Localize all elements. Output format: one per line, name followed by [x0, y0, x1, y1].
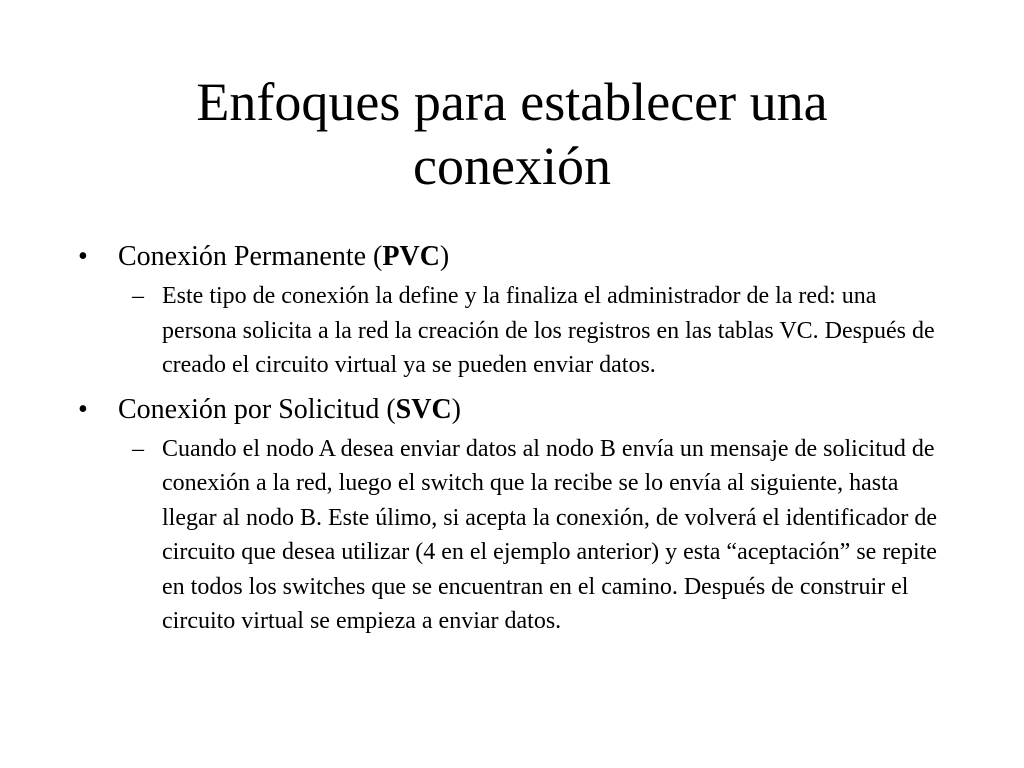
slide-title [0, 70, 1024, 198]
bullet-icon: • [78, 241, 88, 272]
bullet-item-pvc [78, 238, 948, 276]
dash-icon: – [132, 283, 144, 309]
bullet-icon: • [78, 393, 88, 425]
sub-item-text: Cuando el nodo A desea enviar datos al nodo B envía un mensaje de solicitud de conexión a la red, luego el switch que la recibe se lo envía al siguiente, hasta llegar al nodo B. Este úlimo, si acepta la conexión, de volverá el identificador de circuito que desea utilizar (4 en el ejemplo anterior) y esta “aceptación” se repite en todos los switches que se encuentran en el camino. Después de construir el circuito virtual se empieza a enviar datos. [162, 435, 938, 634]
slide-title-line-2: conexión [413, 136, 611, 196]
bullet-item-svc [78, 391, 948, 429]
sub-item-text: Este tipo de conexión la define y la finaliza el administrador de la red: una persona solicita a la red la creación de los registros en las tablas VC. Después de creado el circuito virtual ya se pueden enviar datos. [162, 283, 935, 378]
bullet-text-bold: SVC [395, 393, 452, 425]
bullet-text-prefix: Conexión Permanente ( [118, 241, 383, 272]
bullet-text-suffix: ) [451, 393, 461, 425]
bullet-text-bold: PVC [382, 241, 440, 272]
sub-item-pvc [132, 279, 948, 383]
slide-body [78, 238, 948, 639]
bullet-text-suffix: ) [439, 241, 450, 272]
slide-title-line-1: Enfoques para establecer una [196, 72, 828, 132]
dash-icon: – [132, 435, 144, 462]
sub-item-svc [132, 432, 948, 639]
bullet-text-prefix: Conexión por Solicitud ( [118, 393, 396, 425]
